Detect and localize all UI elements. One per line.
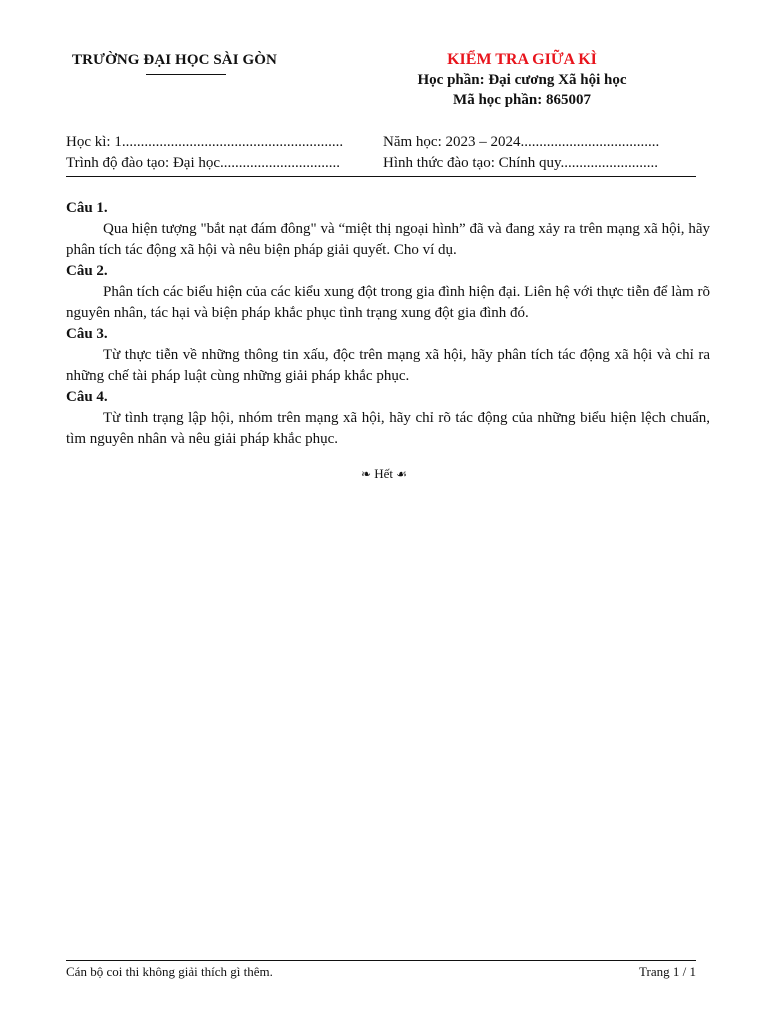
footer-divider <box>66 960 696 961</box>
footer-note: Cán bộ coi thi không giải thích gì thêm. <box>66 964 273 979</box>
year-field: Năm học: 2023 – 2024..................................... <box>383 134 660 150</box>
question-3-text: Từ thực tiễn về những thông tin xấu, độc trên mạng xã hội, hãy phân tích tác động xã hội và chỉ ra những chế tài pháp luật cùng những giải pháp khắc phục. <box>66 347 710 384</box>
exam-title: KIỂM TRA GIỮA KÌ <box>447 51 597 68</box>
training-mode-field: Hình thức đào tạo: Chính quy.......................... <box>383 155 659 171</box>
question-4-text: Từ tình trạng lập hội, nhóm trên mạng xã hội, hãy chỉ rõ tác động của những biểu hiện lệch chuẩn, tìm nguyên nhân và nêu giải pháp khắc phục. <box>66 410 710 447</box>
question-2-text: Phân tích các biểu hiện của các kiểu xung đột trong gia đình hiện đại. Liên hệ với thực tiễn để làm rõ nguyên nhân, tác hại và biện pháp khắc phục tình trạng xung đột gia đình đó. <box>66 284 710 321</box>
header-divider <box>66 176 696 177</box>
question-4-label: Câu 4. <box>66 389 108 405</box>
question-1-label: Câu 1. <box>66 200 108 216</box>
ornament-right-icon: ☙ <box>396 467 408 481</box>
ornament-left-icon: ❧ <box>360 467 371 481</box>
question-2-label: Câu 2. <box>66 263 108 279</box>
course-name: Học phần: Đại cương Xã hội học <box>417 72 627 88</box>
question-1-text: Qua hiện tượng "bắt nạt đám đông" và “miệt thị ngoại hình” đã và đang xảy ra trên mạng xã hội, hãy phân tích tác động xã hội và nêu biện pháp giải quyết. Cho ví dụ. <box>66 221 710 258</box>
course-code: Mã học phần: 865007 <box>453 92 591 108</box>
questions-list <box>66 198 710 450</box>
school-underline <box>146 74 226 75</box>
exam-header <box>372 50 672 110</box>
semester-field: Học kì: 1........................................................... <box>66 134 344 150</box>
question-3-label: Câu 3. <box>66 326 108 342</box>
end-marker <box>0 466 768 482</box>
end-text: Hết <box>374 466 394 481</box>
page-number: Trang 1 / 1 <box>639 964 696 979</box>
training-level-field: Trình độ đào tạo: Đại học................................ <box>66 155 341 171</box>
school-name: TRƯỜNG ĐẠI HỌC SÀI GÒN <box>72 52 277 68</box>
